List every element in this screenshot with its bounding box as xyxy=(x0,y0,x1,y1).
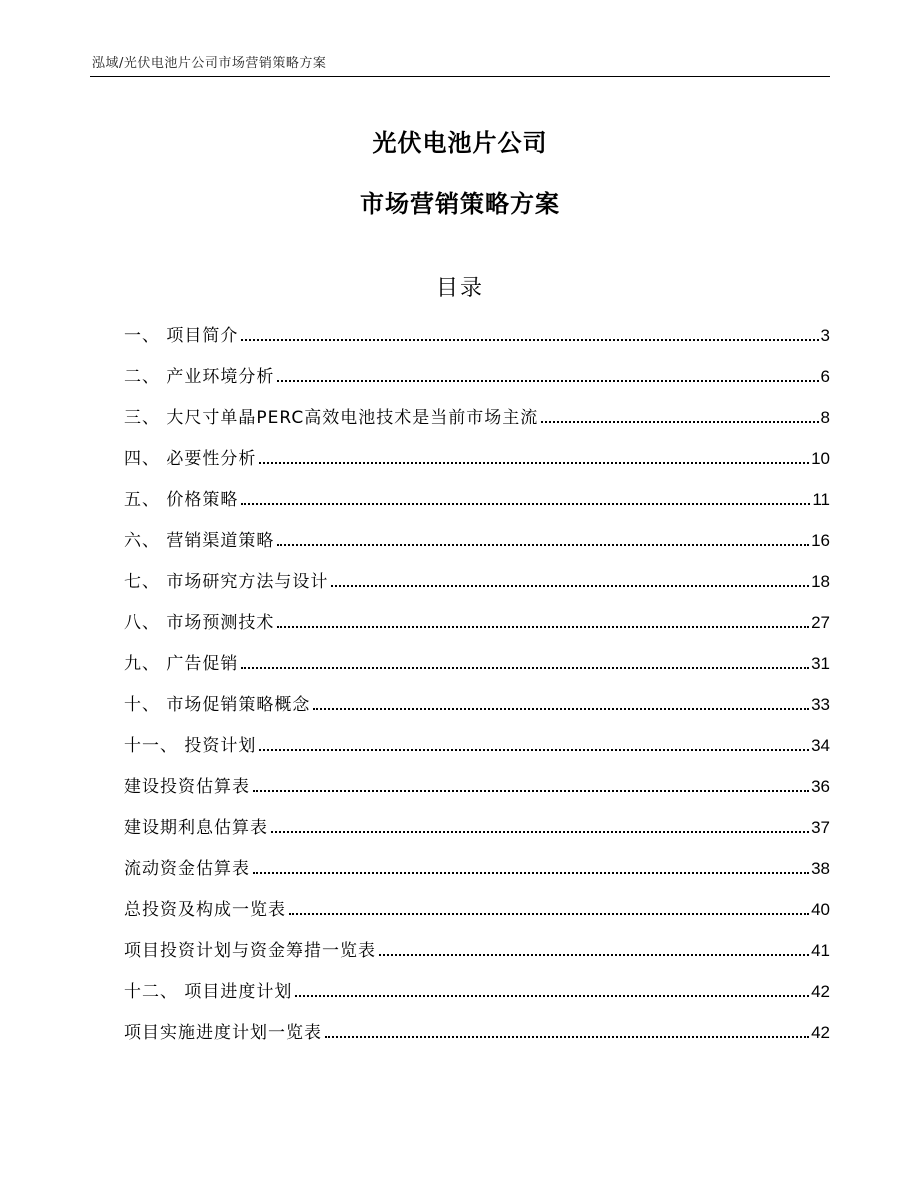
toc-entry-label: 流动资金估算表 xyxy=(124,859,250,879)
toc-dot-leader xyxy=(277,544,809,546)
toc-dot-leader xyxy=(241,339,818,341)
table-of-contents xyxy=(124,321,830,1059)
toc-entry-label: 项目进度计划 xyxy=(184,982,293,1002)
toc-entry-number: 九、 xyxy=(124,654,167,674)
toc-entry-label: 项目实施进度计划一览表 xyxy=(124,1023,322,1043)
toc-entry[interactable] xyxy=(124,608,830,649)
toc-dot-leader xyxy=(253,872,809,874)
toc-entry[interactable] xyxy=(124,321,830,362)
toc-heading: 目录 xyxy=(435,276,484,301)
toc-entry[interactable] xyxy=(124,403,830,444)
toc-dot-leader xyxy=(259,462,809,464)
toc-entry-page: 8 xyxy=(820,408,830,427)
toc-entry[interactable] xyxy=(124,936,830,977)
toc-entry-number: 六、 xyxy=(124,531,167,551)
toc-entry-number: 三、 xyxy=(124,408,167,428)
toc-entry-label: 营销渠道策略 xyxy=(166,531,275,551)
toc-dot-leader xyxy=(313,708,809,710)
toc-dot-leader xyxy=(295,995,809,997)
toc-entry[interactable] xyxy=(124,362,830,403)
toc-dot-leader xyxy=(541,421,818,423)
toc-entry-page: 34 xyxy=(811,736,830,755)
toc-entry-number: 五、 xyxy=(124,490,167,510)
toc-entry-label: 市场预测技术 xyxy=(166,613,275,633)
toc-entry[interactable] xyxy=(124,526,830,567)
toc-entry-page: 6 xyxy=(820,367,830,386)
toc-entry-page: 42 xyxy=(811,982,830,1001)
toc-entry-page: 36 xyxy=(811,777,830,796)
toc-entry-number: 七、 xyxy=(124,572,167,592)
toc-dot-leader xyxy=(277,380,818,382)
header-divider xyxy=(90,76,830,77)
toc-dot-leader xyxy=(253,790,809,792)
toc-entry[interactable] xyxy=(124,690,830,731)
toc-entry-page: 27 xyxy=(811,613,830,632)
toc-entry-page: 31 xyxy=(811,654,830,673)
document-title-line-1: 光伏电池片公司 xyxy=(372,129,548,157)
toc-entry-label: 市场研究方法与设计 xyxy=(166,572,329,592)
running-header: 泓域/光伏电池片公司市场营销策略方案 xyxy=(92,56,327,71)
toc-dot-leader xyxy=(277,626,809,628)
toc-entry-number: 十一、 xyxy=(124,736,185,756)
toc-entry-label: 广告促销 xyxy=(166,654,239,674)
toc-entry-label: 产业环境分析 xyxy=(166,367,275,387)
toc-entry[interactable] xyxy=(124,977,830,1018)
toc-dot-leader xyxy=(289,913,809,915)
toc-dot-leader xyxy=(241,503,810,505)
toc-entry-label: 项目投资计划与资金筹措一览表 xyxy=(124,941,376,961)
toc-entry-label: 项目简介 xyxy=(166,326,239,346)
toc-entry-label: 建设期利息估算表 xyxy=(124,818,268,838)
toc-entry-label: 建设投资估算表 xyxy=(124,777,250,797)
toc-entry-label: 价格策略 xyxy=(166,490,239,510)
toc-entry-label: 大尺寸单晶PERC高效电池技术是当前市场主流 xyxy=(166,408,539,428)
toc-entry[interactable] xyxy=(124,772,830,813)
toc-entry-page: 3 xyxy=(820,326,830,345)
toc-entry-number: 四、 xyxy=(124,449,167,469)
toc-entry-number: 八、 xyxy=(124,613,167,633)
toc-entry[interactable] xyxy=(124,731,830,772)
toc-entry-page: 38 xyxy=(811,859,830,878)
toc-entry[interactable] xyxy=(124,854,830,895)
document-title-line-2: 市场营销策略方案 xyxy=(360,190,560,218)
toc-entry[interactable] xyxy=(124,649,830,690)
toc-entry-page: 37 xyxy=(811,818,830,837)
toc-entry[interactable] xyxy=(124,895,830,936)
toc-entry-label: 总投资及构成一览表 xyxy=(124,900,286,920)
toc-entry-label: 必要性分析 xyxy=(166,449,257,469)
toc-dot-leader xyxy=(325,1036,809,1038)
toc-entry-page: 33 xyxy=(811,695,830,714)
toc-dot-leader xyxy=(241,667,809,669)
toc-dot-leader xyxy=(259,749,809,751)
toc-entry[interactable] xyxy=(124,1018,830,1059)
toc-entry-number: 一、 xyxy=(124,326,167,346)
toc-entry[interactable] xyxy=(124,485,830,526)
toc-entry-label: 市场促销策略概念 xyxy=(166,695,311,715)
toc-entry-page: 41 xyxy=(811,941,830,960)
toc-entry-page: 18 xyxy=(811,572,830,591)
toc-entry-number: 十二、 xyxy=(124,982,185,1002)
toc-dot-leader xyxy=(331,585,809,587)
toc-entry-page: 42 xyxy=(811,1023,830,1042)
toc-dot-leader xyxy=(379,954,809,956)
toc-dot-leader xyxy=(271,831,809,833)
toc-entry-number: 十、 xyxy=(124,695,167,715)
toc-entry[interactable] xyxy=(124,444,830,485)
toc-entry[interactable] xyxy=(124,813,830,854)
toc-entry[interactable] xyxy=(124,567,830,608)
toc-entry-label: 投资计划 xyxy=(184,736,257,756)
toc-entry-page: 40 xyxy=(811,900,830,919)
toc-entry-page: 11 xyxy=(812,490,830,509)
toc-entry-page: 10 xyxy=(811,449,830,468)
toc-entry-page: 16 xyxy=(811,531,830,550)
toc-entry-number: 二、 xyxy=(124,367,167,387)
